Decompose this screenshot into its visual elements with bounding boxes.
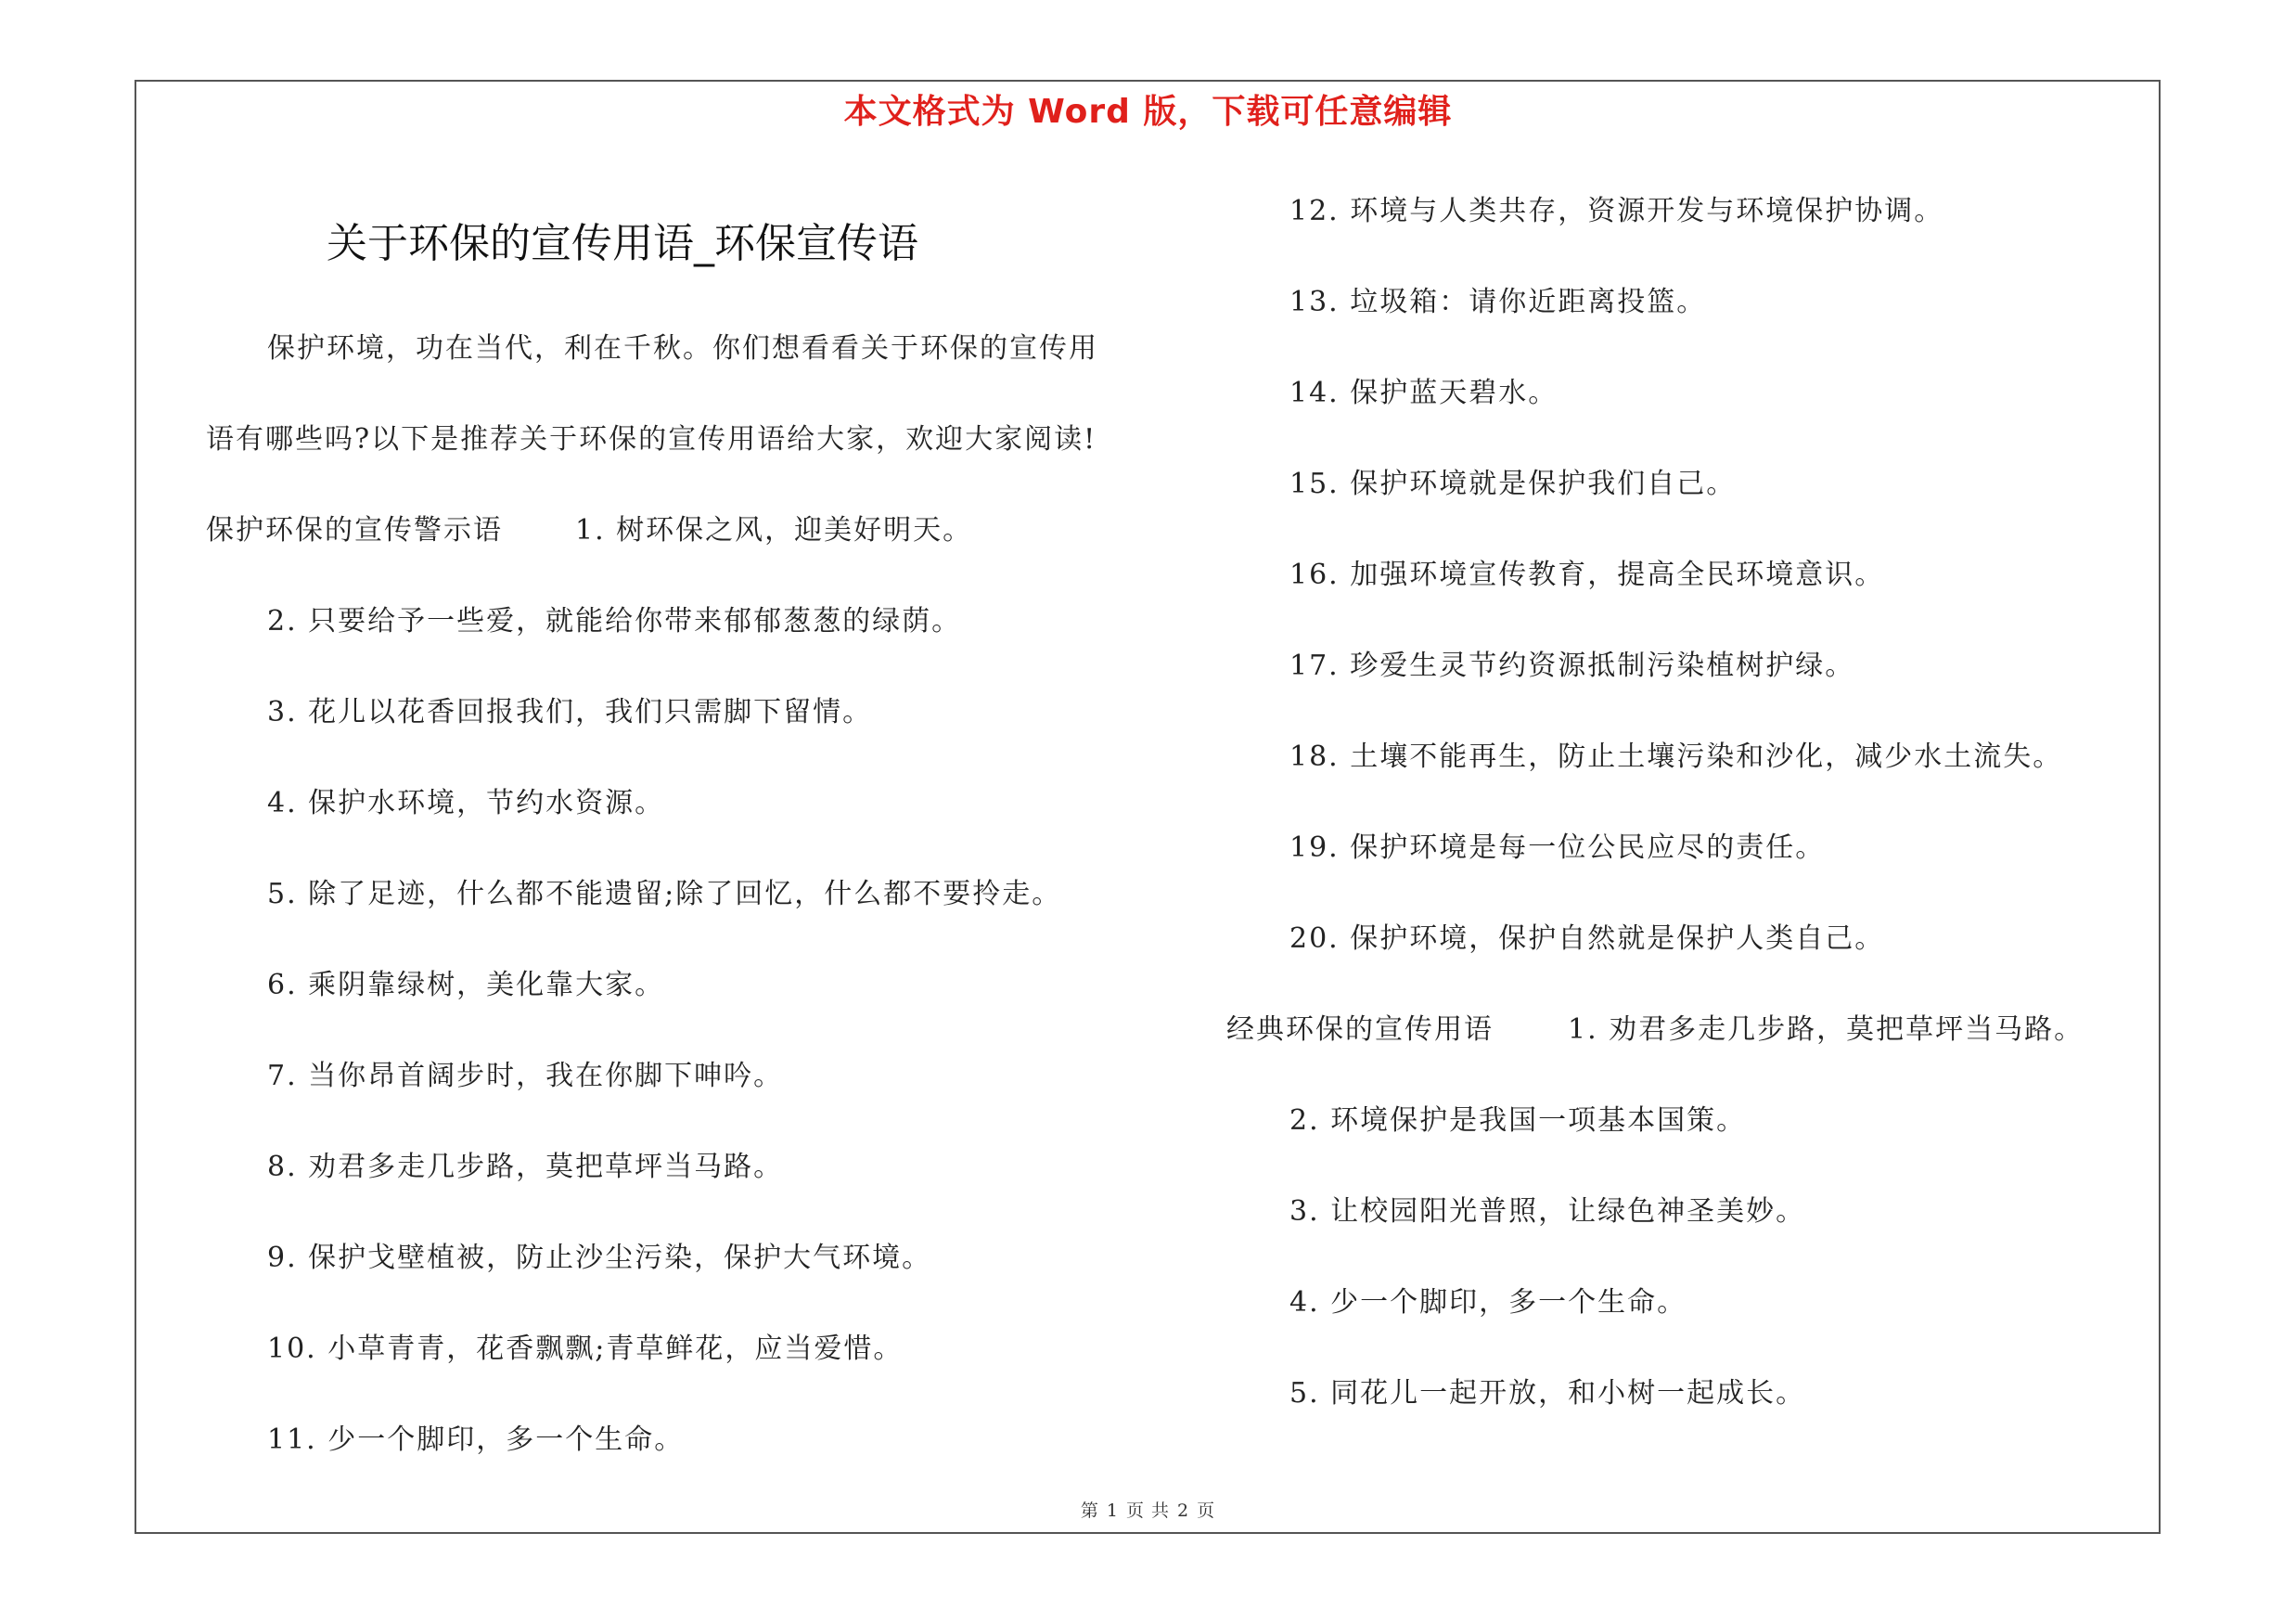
slogan-item-11: 11. 少一个脚印，多一个生命。 — [267, 1423, 685, 1456]
slogan-item-18: 18. 土壤不能再生，防止土壤污染和沙化，减少水土流失。 — [1289, 741, 2063, 773]
slogan-item-7: 7. 当你昂首阔步时，我在你脚下呻吟。 — [267, 1060, 784, 1092]
slogan-item-4: 4. 保护水环境，节约水资源。 — [267, 787, 665, 819]
slogan-item-9: 9. 保护戈壁植被，防止沙尘污染，保护大气环境。 — [267, 1242, 932, 1274]
slogan-item-1: 1. 树环保之风，迎美好明天。 — [575, 514, 973, 547]
page-counter-mid: 页 共 — [1125, 1501, 1171, 1521]
section-heading-warning-slogans: 保护环保的宣传警示语 — [206, 514, 503, 547]
word-format-banner: 本文格式为 Word 版，下载可任意编辑 — [843, 93, 1453, 131]
intro-paragraph-line-2: 语有哪些吗?以下是推荐关于环保的宣传用语给大家，欢迎大家阅读! — [206, 423, 1097, 456]
slogan-item-10: 10. 小草青青，花香飘飘;青草鲜花，应当爱惜。 — [267, 1333, 904, 1365]
classic-slogan-item-4: 4. 少一个脚印，多一个生命。 — [1289, 1286, 1687, 1319]
slogan-item-17: 17. 珍爱生灵节约资源抵制污染植树护绿。 — [1289, 650, 1855, 682]
slogan-item-6: 6. 乘阴靠绿树，美化靠大家。 — [267, 969, 665, 1001]
slogan-item-12: 12. 环境与人类共存，资源开发与环境保护协调。 — [1289, 195, 1944, 227]
page-counter-suffix: 页 — [1197, 1501, 1216, 1521]
slogan-item-5: 5. 除了足迹，什么都不能遗留;除了回忆，什么都不要拎走。 — [267, 878, 1062, 910]
slogan-item-14: 14. 保护蓝天碧水。 — [1289, 377, 1558, 409]
slogan-item-8: 8. 劝君多走几步路，莫把草坪当马路。 — [267, 1151, 784, 1183]
current-page-number: 1 — [1106, 1501, 1119, 1521]
section-heading-classic-slogans: 经典环保的宣传用语 — [1226, 1013, 1494, 1046]
slogan-item-2: 2. 只要给予一些爱，就能给你带来郁郁葱葱的绿荫。 — [267, 605, 962, 638]
document-title: 关于环保的宣传用语_环保宣传语 — [327, 220, 918, 267]
classic-slogan-item-5: 5. 同花儿一起开放，和小树一起成长。 — [1289, 1377, 1806, 1410]
slogan-item-13: 13. 垃圾箱：请你近距离投篮。 — [1289, 286, 1707, 318]
classic-slogan-item-2: 2. 环境保护是我国一项基本国策。 — [1289, 1104, 1747, 1137]
slogan-item-15: 15. 保护环境就是保护我们自己。 — [1289, 468, 1737, 500]
page-counter-prefix: 第 — [1080, 1501, 1099, 1521]
page-counter — [0, 1497, 2296, 1522]
slogan-item-16: 16. 加强环境宣传教育，提高全民环境意识。 — [1289, 559, 1885, 591]
slogan-item-3: 3. 花儿以花香回报我们，我们只需脚下留情。 — [267, 696, 873, 728]
slogan-item-19: 19. 保护环境是每一位公民应尽的责任。 — [1289, 831, 1826, 864]
slogan-item-20: 20. 保护环境，保护自然就是保护人类自己。 — [1289, 922, 1885, 955]
classic-slogan-item-1: 1. 劝君多走几步路，莫把草坪当马路。 — [1568, 1013, 2084, 1046]
intro-paragraph-line-1: 保护环境，功在当代，利在千秋。你们想看看关于环保的宣传用 — [267, 332, 1098, 365]
classic-slogan-item-3: 3. 让校园阳光普照，让绿色神圣美妙。 — [1289, 1195, 1806, 1228]
total-page-number: 2 — [1177, 1501, 1190, 1521]
